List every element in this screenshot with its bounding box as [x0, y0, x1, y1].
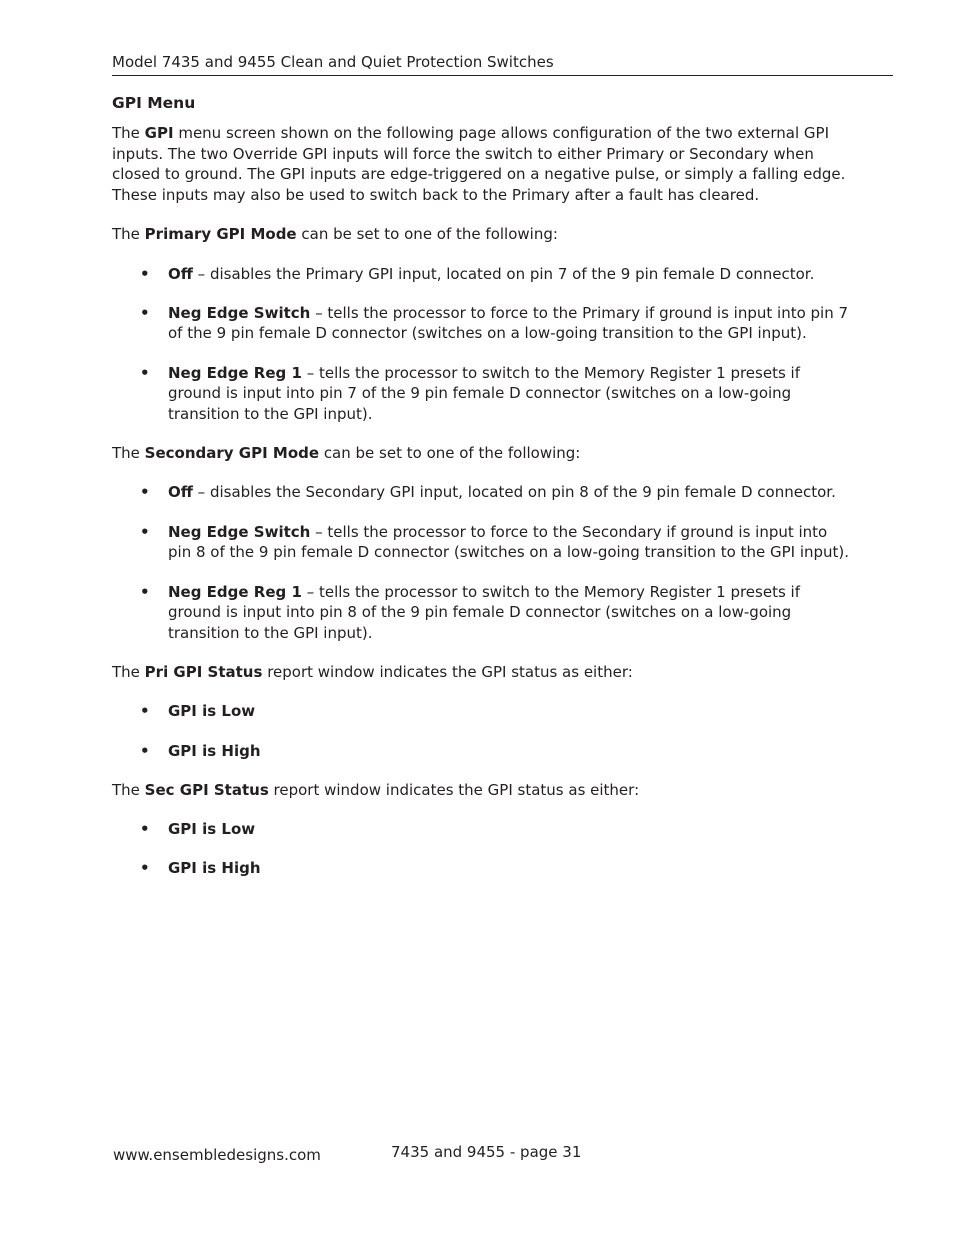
list-item — [112, 701, 852, 722]
sec-status-paragraph — [112, 780, 852, 801]
pri-status-bold: Pri GPI Status — [144, 663, 263, 682]
list-item-term: Neg Edge Switch — [168, 522, 311, 541]
list-item-term: Neg Edge Reg 1 — [168, 582, 302, 601]
section-heading: GPI Menu — [112, 94, 196, 112]
primary-mode-bold: Primary GPI Mode — [144, 225, 297, 244]
list-item — [112, 363, 852, 425]
secondary-mode-list — [112, 482, 852, 643]
list-item — [112, 264, 852, 285]
page-header: Model 7435 and 9455 Clean and Quiet Protection Switches — [112, 52, 893, 76]
list-item-text: – tells the processor to force to the Secondary if ground is input into pin 8 of the 9 pin female D connector (switches on a low-going transition to the GPI input). — [168, 522, 850, 562]
footer-website: www.ensembledesigns.com — [113, 1146, 321, 1164]
primary-mode-pre: The — [112, 225, 145, 244]
list-item-term: GPI is Low — [168, 819, 256, 838]
list-item-text: – tells the processor to switch to the Memory Register 1 presets if ground is input into pin 7 of the 9 pin female D connector (switches on a low-going transition to the GPI input). — [168, 363, 800, 424]
primary-mode-paragraph — [112, 224, 852, 245]
sec-status-pre: The — [112, 780, 145, 799]
pri-status-paragraph — [112, 662, 852, 683]
list-item-term: GPI is High — [168, 859, 261, 878]
list-item-text: – tells the processor to switch to the Memory Register 1 presets if ground is input into pin 8 of the 9 pin female D connector (switches on a low-going transition to the GPI input). — [168, 582, 800, 642]
intro-bold: GPI — [144, 124, 174, 142]
pri-status-list — [112, 701, 852, 761]
page-content — [112, 93, 852, 897]
pri-status-pre: The — [112, 663, 145, 682]
sec-status-bold: Sec GPI Status — [144, 780, 269, 799]
list-item — [112, 522, 852, 563]
list-item-term: Off — [168, 483, 193, 502]
sec-status-list — [112, 819, 852, 879]
list-item-term: Neg Edge Reg 1 — [168, 363, 302, 382]
list-item — [112, 303, 852, 344]
list-item-term: Off — [168, 264, 193, 283]
list-item — [112, 741, 852, 762]
list-item-term: Neg Edge Switch — [168, 303, 311, 322]
footer-page-number: 7435 and 9455 - page 31 — [391, 1143, 582, 1161]
list-item — [112, 858, 852, 879]
list-item-term: GPI is High — [168, 741, 261, 760]
list-item-text: – disables the Secondary GPI input, located on pin 8 of the 9 pin female D connector. — [192, 483, 836, 502]
secondary-mode-post: can be set to one of the following: — [319, 444, 581, 463]
secondary-mode-paragraph — [112, 443, 852, 464]
list-item — [112, 819, 852, 840]
list-item-term: GPI is Low — [168, 702, 256, 721]
sec-status-post: report window indicates the GPI status as either: — [268, 780, 640, 799]
intro-paragraph — [112, 123, 852, 206]
primary-mode-list — [112, 264, 852, 425]
intro-post: menu screen shown on the following page allows configuration of the two external GPI inputs. The two Override GPI inputs will force the switch to either Primary or Secondary when closed to ground. The GPI inputs are edge-triggered on a negative pulse, or simply a falling edge. These inputs may also be used to switch back to the Primary after a fault has cleared. — [112, 124, 846, 205]
primary-mode-post: can be set to one of the following: — [296, 225, 558, 244]
secondary-mode-bold: Secondary GPI Mode — [144, 444, 320, 463]
list-item — [112, 582, 852, 644]
list-item-text: – tells the processor to force to the Primary if ground is input into pin 7 of the 9 pin female D connector (switches on a low-going transition to the GPI input). — [168, 303, 849, 343]
list-item-text: – disables the Primary GPI input, located on pin 7 of the 9 pin female D connector. — [192, 264, 815, 283]
secondary-mode-pre: The — [112, 444, 145, 463]
pri-status-post: report window indicates the GPI status as either: — [262, 663, 633, 682]
list-item — [112, 482, 852, 503]
intro-pre: The — [112, 124, 145, 142]
